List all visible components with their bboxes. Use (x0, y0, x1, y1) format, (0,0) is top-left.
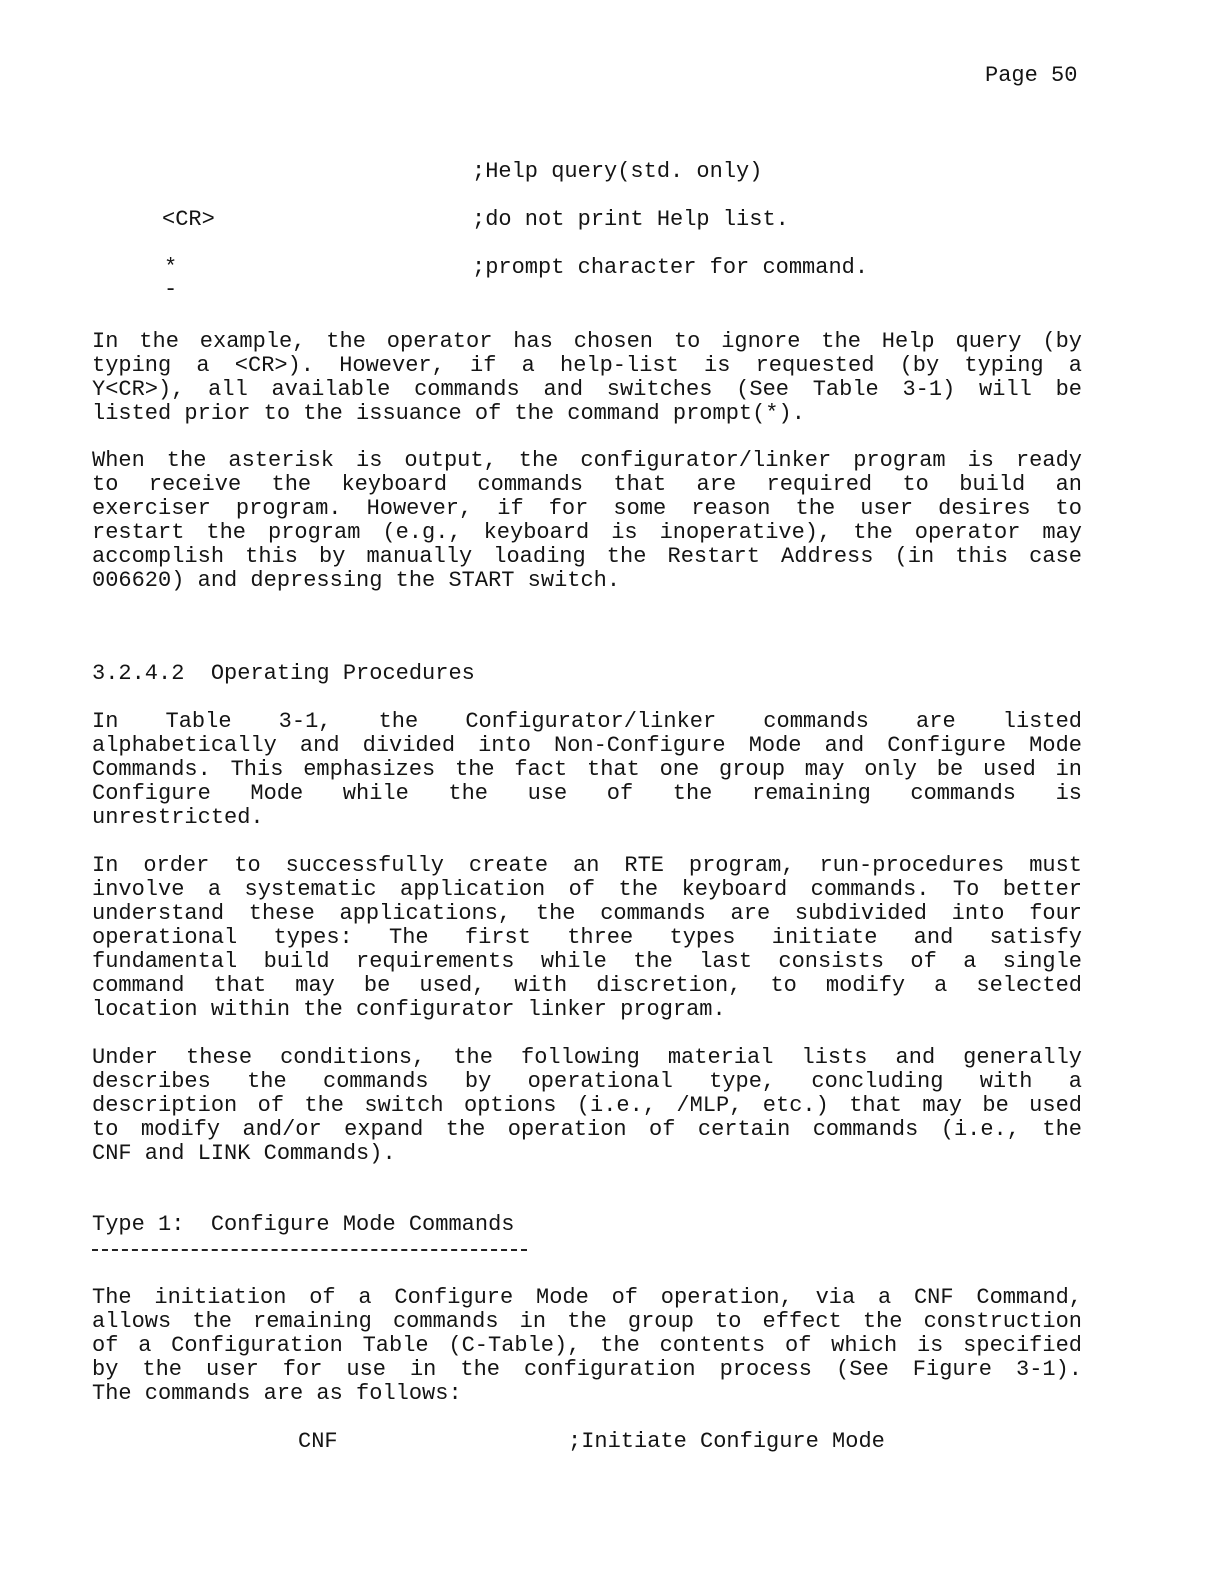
text-line: location within the configurator linker program. (92, 997, 726, 1022)
text-line: accomplish this by manually loading the Restart Address (in this case (92, 544, 1082, 569)
text-line: to modify and/or expand the operation of certain commands (i.e., the (92, 1117, 1082, 1142)
paragraph-help-query (92, 330, 1082, 426)
text-line: understand these applications, the commands are subdivided into four (92, 901, 1082, 926)
text-line: command that may be used, with discretion, to modify a selected (92, 973, 1082, 998)
paragraph-table-3-1 (92, 710, 1082, 830)
text-line: The initiation of a Configure Mode of operation, via a CNF Command, (92, 1285, 1082, 1310)
type1-heading: Type 1: Configure Mode Commands (92, 1212, 515, 1237)
command-cnf: CNF (298, 1429, 338, 1454)
prompt-key-cr: <CR> (162, 207, 215, 232)
page-number: Page 50 (985, 63, 1078, 88)
text-line: involve a systematic application of the keyboard commands. To better (92, 877, 1082, 902)
text-line: In the example, the operator has chosen to ignore the Help query (by (92, 329, 1082, 354)
text-line: alphabetically and divided into Non-Configure Mode and Configure Mode (92, 733, 1082, 758)
text-line: operational types: The first three types initiate and satisfy (92, 925, 1082, 950)
text-line: description of the switch options (i.e., /MLP, etc.) that may be used (92, 1093, 1082, 1118)
paragraph-conditions (92, 1046, 1082, 1166)
text-line: Under these conditions, the following material lists and generally (92, 1045, 1082, 1070)
text-line: by the user for use in the configuration process (See Figure 3-1). (92, 1357, 1082, 1382)
text-line: The commands are as follows: (92, 1381, 462, 1406)
text-line: allows the remaining commands in the group to effect the construction (92, 1309, 1082, 1334)
text-line: In Table 3-1, the Configurator/linker commands are listed (92, 709, 1082, 734)
text-line: fundamental build requirements while the last consists of a single (92, 949, 1082, 974)
command-cnf-comment: ;Initiate Configure Mode (568, 1429, 885, 1454)
prompt-comment-no-help: ;do not print Help list. (472, 207, 789, 232)
text-line: When the asterisk is output, the configurator/linker program is ready (92, 448, 1082, 473)
text-line: exerciser program. However, if for some reason the user desires to (92, 496, 1082, 521)
prompt-key-asterisk: * (164, 255, 178, 280)
prompt-comment-help-query: ;Help query(std. only) (472, 159, 763, 184)
paragraph-run-procedures (92, 854, 1082, 1022)
text-line: In order to successfully create an RTE program, run-procedures must (92, 853, 1082, 878)
section-heading-operating-procedures: 3.2.4.2 Operating Procedures (92, 661, 475, 686)
text-line: unrestricted. (92, 805, 264, 830)
paragraph-asterisk-output (92, 449, 1082, 593)
paragraph-configure-mode (92, 1286, 1082, 1406)
prompt-key-dash: - (164, 277, 178, 302)
text-line: describes the commands by operational type, concluding with a (92, 1069, 1082, 1094)
text-line: to receive the keyboard commands that are required to build an (92, 472, 1082, 497)
text-line: CNF and LINK Commands). (92, 1141, 396, 1166)
text-line: restart the program (e.g., keyboard is inoperative), the operator may (92, 520, 1082, 545)
text-line: Y<CR>), all available commands and switches (See Table 3-1) will be (92, 377, 1082, 402)
text-line: typing a <CR>). However, if a help-list is requested (by typing a (92, 353, 1082, 378)
text-line: of a Configuration Table (C-Table), the contents of which is specified (92, 1333, 1082, 1358)
text-line: listed prior to the issuance of the command prompt(*). (92, 401, 805, 426)
text-line: 006620) and depressing the START switch. (92, 568, 621, 593)
text-line: Commands. This emphasizes the fact that one group may only be used in (92, 757, 1082, 782)
prompt-comment-prompt-char: ;prompt character for command. (472, 255, 869, 280)
text-line: Configure Mode while the use of the remaining commands is (92, 781, 1082, 806)
heading-underline (92, 1249, 527, 1251)
